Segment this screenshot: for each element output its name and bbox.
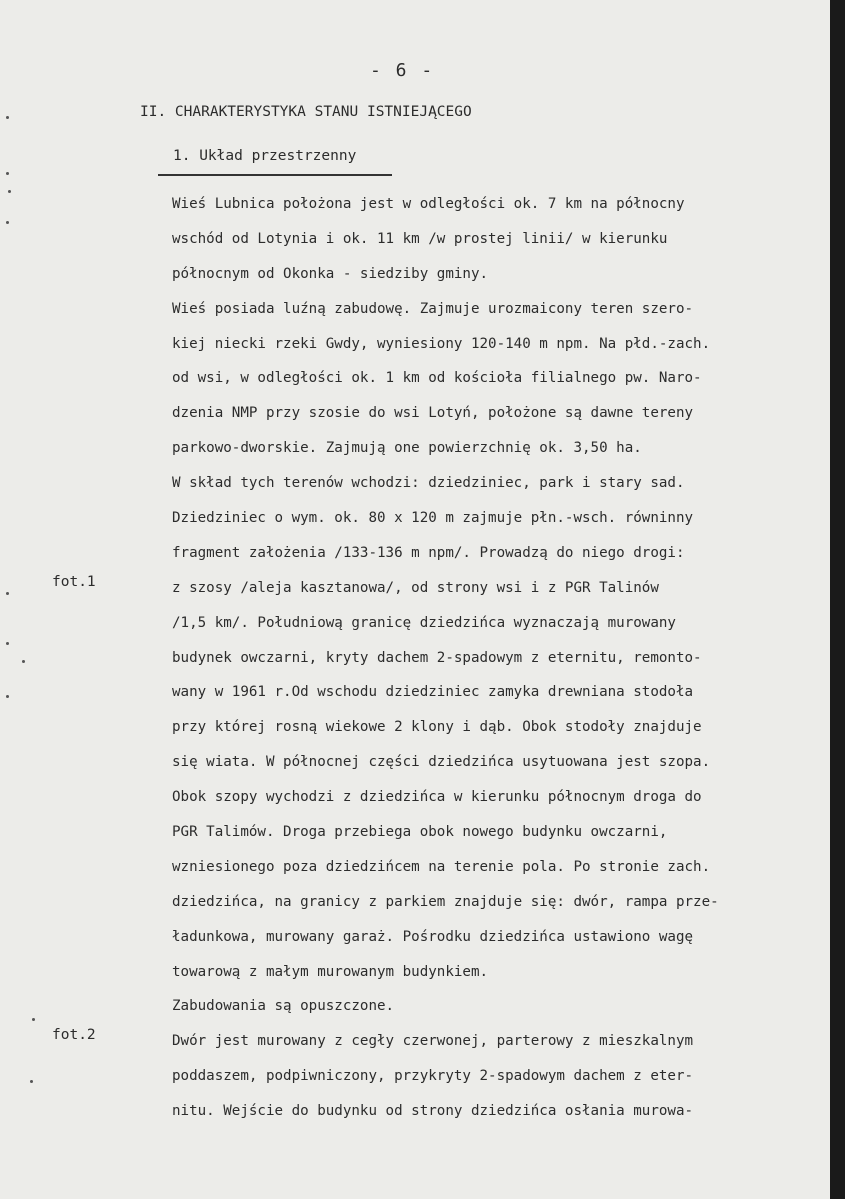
speck-mark bbox=[6, 592, 9, 595]
text-line: Wieś Lubnica położona jest w odległości ok. 7 km na północny bbox=[172, 196, 685, 212]
text-line: kiej niecki rzeki Gwdy, wyniesiony 120-140 m npm. Na płd.-zach. bbox=[172, 335, 711, 352]
text-line: towarową z małym murowanym budynkiem. bbox=[172, 963, 489, 980]
text-line: północnym od Okonka - siedziby gminy. bbox=[172, 265, 489, 282]
text-line: od wsi, w odległości ok. 1 km od kościoła filialnego pw. Naro- bbox=[172, 370, 702, 387]
text-line: ładunkowa, murowany garaż. Pośrodku dziedzińca ustawiono wagę bbox=[172, 928, 694, 945]
page-number: - 6 - bbox=[370, 60, 435, 81]
scan-edge bbox=[830, 0, 845, 1199]
text-line: fragment założenia /133-136 m npm/. Prowadzą do niego drogi: bbox=[172, 544, 685, 561]
text-line: wany w 1961 r.Od wschodu dziedziniec zamyka drewniana stodoła bbox=[172, 684, 694, 701]
text-line: budynek owczarni, kryty dachem 2-spadowym z eternitu, remonto- bbox=[172, 649, 702, 666]
body-text bbox=[172, 187, 832, 1129]
speck-mark bbox=[22, 660, 25, 663]
margin-note-photo-1: fot.1 bbox=[52, 574, 96, 590]
text-line: poddaszem, podpiwniczony, przykryty 2-spadowym dachem z eter- bbox=[172, 1068, 694, 1085]
text-line: z szosy /aleja kasztanowa/, od strony wsi i z PGR Talinów bbox=[172, 579, 659, 596]
text-line: dziedzińca, na granicy z parkiem znajduje się: dwór, rampa prze- bbox=[172, 893, 719, 910]
text-line: Dwór jest murowany z cegły czerwonej, parterowy z mieszkalnym bbox=[172, 1033, 694, 1050]
text-line: Dziedziniec o wym. ok. 80 x 120 m zajmuje płn.-wsch. równinny bbox=[172, 510, 694, 527]
text-line: dzenia NMP przy szosie do wsi Lotyń, położone są dawne tereny bbox=[172, 405, 694, 422]
speck-mark bbox=[6, 172, 9, 175]
section-heading: II. CHARAKTERYSTYKA STANU ISTNIEJĄCEGO bbox=[140, 104, 472, 120]
margin-note-photo-2: fot.2 bbox=[52, 1027, 96, 1043]
subsection-heading: 1. Układ przestrzenny bbox=[173, 148, 357, 164]
speck-mark bbox=[6, 695, 9, 698]
speck-mark bbox=[30, 1080, 33, 1083]
text-line: /1,5 km/. Południową granicę dziedzińca wyznaczają murowany bbox=[172, 614, 676, 631]
text-line: wschód od Lotynia i ok. 11 km /w prostej linii/ w kierunku bbox=[172, 230, 668, 247]
speck-mark bbox=[6, 116, 9, 119]
text-line: parkowo-dworskie. Zajmują one powierzchnię ok. 3,50 ha. bbox=[172, 440, 642, 457]
speck-mark bbox=[6, 642, 9, 645]
text-line: wzniesionego poza dziedzińcem na terenie pola. Po stronie zach. bbox=[172, 858, 711, 875]
text-line: nitu. Wejście do budynku od strony dziedzińca osłania murowa- bbox=[172, 1103, 694, 1120]
text-line: Obok szopy wychodzi z dziedzińca w kierunku północnym droga do bbox=[172, 789, 702, 806]
text-line: przy której rosną wiekowe 2 klony i dąb. Obok stodoły znajduje bbox=[172, 719, 702, 736]
text-line: W skład tych terenów wchodzi: dziedziniec, park i stary sad. bbox=[172, 475, 685, 492]
text-line: się wiata. W północnej części dziedzińca usytuowana jest szopa. bbox=[172, 754, 711, 771]
speck-mark bbox=[8, 190, 11, 193]
text-line: Zabudowania są opuszczone. bbox=[172, 998, 395, 1015]
speck-mark bbox=[6, 221, 9, 224]
heading-underline bbox=[158, 174, 392, 176]
text-line: Wieś posiada luźną zabudowę. Zajmuje urozmaicony teren szero- bbox=[172, 300, 694, 317]
text-line: PGR Talimów. Droga przebiega obok nowego budynku owczarni, bbox=[172, 824, 668, 841]
speck-mark bbox=[32, 1018, 35, 1021]
